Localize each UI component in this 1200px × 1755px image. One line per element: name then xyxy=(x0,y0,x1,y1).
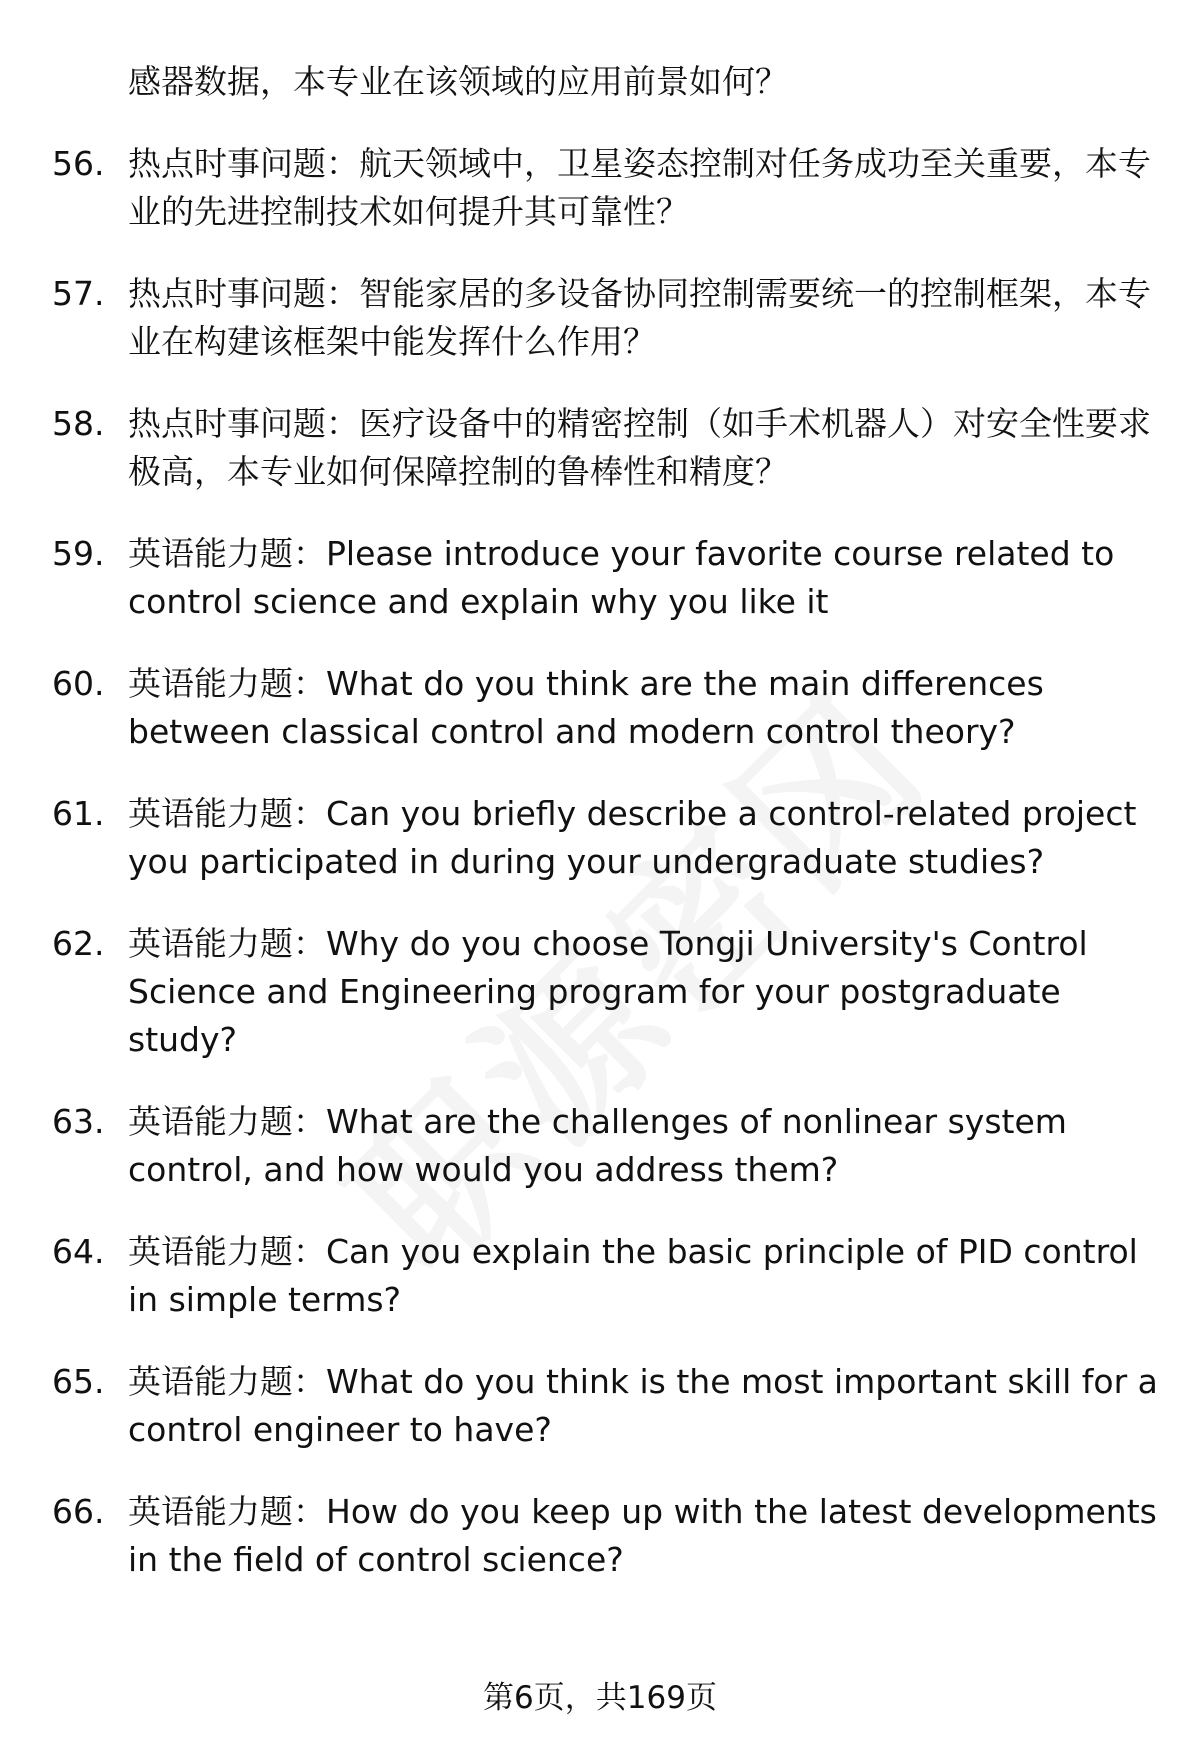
question-text xyxy=(128,660,1162,756)
continued-question-text: 感器数据，本专业在该领域的应用前景如何？ xyxy=(128,62,788,101)
question-number: 60. xyxy=(52,664,105,703)
question-number: 65. xyxy=(52,1362,105,1401)
question-text xyxy=(128,530,1162,626)
list-item xyxy=(52,400,1162,496)
question-number: 56. xyxy=(52,144,105,183)
question-category: 英语能力题： xyxy=(128,534,326,573)
list-item xyxy=(52,1358,1162,1454)
list-item xyxy=(52,1228,1162,1324)
list-item xyxy=(52,790,1162,886)
question-number: 66. xyxy=(52,1492,105,1531)
question-body: Why do you choose Tongji University's Control Science and Engineering program for your postgraduate study? xyxy=(128,924,1088,1059)
question-category: 英语能力题： xyxy=(128,794,326,833)
question-text xyxy=(128,1098,1162,1194)
question-category: 热点时事问题： xyxy=(128,144,359,183)
list-item xyxy=(52,920,1162,1064)
question-category: 英语能力题： xyxy=(128,1232,326,1271)
question-category: 英语能力题： xyxy=(128,924,326,963)
question-body: Please introduce your favorite course related to control science and explain why you like it xyxy=(128,534,1115,621)
question-text xyxy=(128,790,1162,886)
list-item xyxy=(52,530,1162,626)
question-text xyxy=(128,1228,1162,1324)
question-text xyxy=(128,920,1162,1064)
question-number: 63. xyxy=(52,1102,105,1141)
list-item xyxy=(52,1488,1162,1584)
question-category: 热点时事问题： xyxy=(128,274,359,313)
question-category: 英语能力题： xyxy=(128,1102,326,1141)
question-text xyxy=(128,1488,1162,1584)
question-body: What do you think is the most important skill for a control engineer to have? xyxy=(128,1362,1158,1449)
list-item xyxy=(52,1098,1162,1194)
list-item xyxy=(52,270,1162,366)
question-text xyxy=(128,270,1162,366)
question-list xyxy=(52,140,1162,1618)
question-category: 英语能力题： xyxy=(128,664,326,703)
list-item xyxy=(52,140,1162,236)
question-category: 英语能力题： xyxy=(128,1492,326,1531)
question-text xyxy=(128,1358,1162,1454)
question-body: 智能家居的多设备协同控制需要统一的控制框架，本专业在构建该框架中能发挥什么作用？ xyxy=(128,274,1151,361)
question-number: 57. xyxy=(52,274,105,313)
question-body: What do you think are the main differences between classical control and modern control theory? xyxy=(128,664,1044,751)
question-text xyxy=(128,140,1162,236)
question-category: 热点时事问题： xyxy=(128,404,359,443)
question-text xyxy=(128,400,1162,496)
question-body: 航天领域中，卫星姿态控制对任务成功至关重要，本专业的先进控制技术如何提升其可靠性？ xyxy=(128,144,1151,231)
question-body: Can you briefly describe a control-related project you participated in during your undergraduate studies? xyxy=(128,794,1137,881)
question-number: 59. xyxy=(52,534,105,573)
question-number: 64. xyxy=(52,1232,105,1271)
question-number: 58. xyxy=(52,404,105,443)
page-footer: 第6页，共169页 xyxy=(483,1680,717,1716)
question-body: What are the challenges of nonlinear system control, and how would you address them? xyxy=(128,1102,1067,1189)
question-body: 医疗设备中的精密控制（如手术机器人）对安全性要求极高，本专业如何保障控制的鲁棒性和精度？ xyxy=(128,404,1151,491)
question-category: 英语能力题： xyxy=(128,1362,326,1401)
question-number: 62. xyxy=(52,924,105,963)
question-body: How do you keep up with the latest developments in the field of control science? xyxy=(128,1492,1157,1579)
question-body: Can you explain the basic principle of PID control in simple terms? xyxy=(128,1232,1138,1319)
list-item xyxy=(52,660,1162,756)
question-number: 61. xyxy=(52,794,105,833)
